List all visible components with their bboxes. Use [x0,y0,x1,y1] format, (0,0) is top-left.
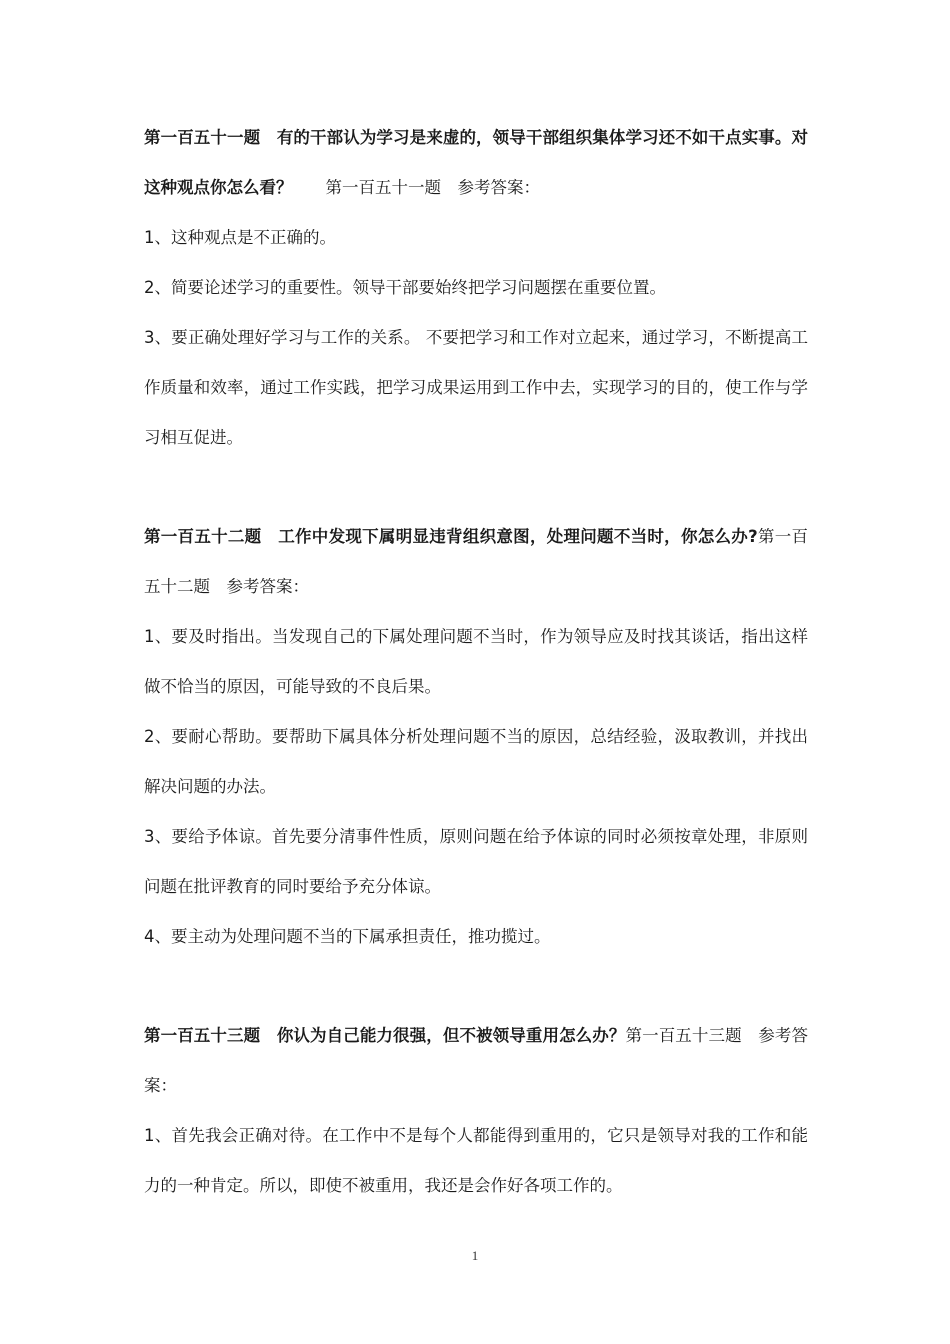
document-body [144,113,808,1211]
answer-point: 2、简要论述学习的重要性。领导干部要始终把学习问题摆在重要位置。 [144,278,666,297]
answer-point: 2、要耐心帮助。要帮助下属具体分析处理问题不当的原因，总结经验，汲取教训，并找出解决问题的办法。 [144,727,808,796]
question-title: 第一百五十三题 你认为自己能力很强，但不被领导重用怎么办？ [144,1026,626,1045]
answer-point: 1、这种观点是不正确的。 [144,228,336,247]
answer-point: 1、首先我会正确对待。在工作中不是每个人都能得到重用的，它只是领导对我的工作和能力的一种肯定。所以，即使不被重用，我还是会作好各项工作的。 [144,1126,808,1195]
question-152 [144,512,808,612]
section-gap [144,962,808,1011]
question-title: 第一百五十二题 工作中发现下属明显违背组织意图，处理问题不当时，你怎么办? [144,527,758,546]
question-153 [144,1011,808,1111]
question-title: 第一百五十一题 有的干部认为学习是来虚的，领导干部组织集体学习还不如干点实事。对这种观点你怎么看？ [144,128,808,197]
answer-label: 第一百五十二题 参考答案： [144,527,808,596]
answer-label: 第一百五十三题 参考答案： [144,1026,809,1095]
question-151 [144,113,808,213]
answer-point: 3、要正确处理好学习与工作的关系。 不要把学习和工作对立起来，通过学习，不断提高工作质量和效率，通过工作实践，把学习成果运用到工作中去，实现学习的目的，使工作与学习相互促进。 [144,328,808,447]
answer-point: 1、要及时指出。当发现自己的下属处理问题不当时，作为领导应及时找其谈话，指出这样做不恰当的原因，可能导致的不良后果。 [144,627,808,696]
answer-label: 第一百五十一题 参考答案： [292,178,540,197]
answer-point: 4、要主动为处理问题不当的下属承担责任，推功揽过。 [144,927,551,946]
answer-point: 3、要给予体谅。首先要分清事件性质，原则问题在给予体谅的同时必须按章处理，非原则问题在批评教育的同时要给予充分体谅。 [144,827,808,896]
page-number: 1 [471,1248,479,1263]
section-gap [144,463,808,512]
